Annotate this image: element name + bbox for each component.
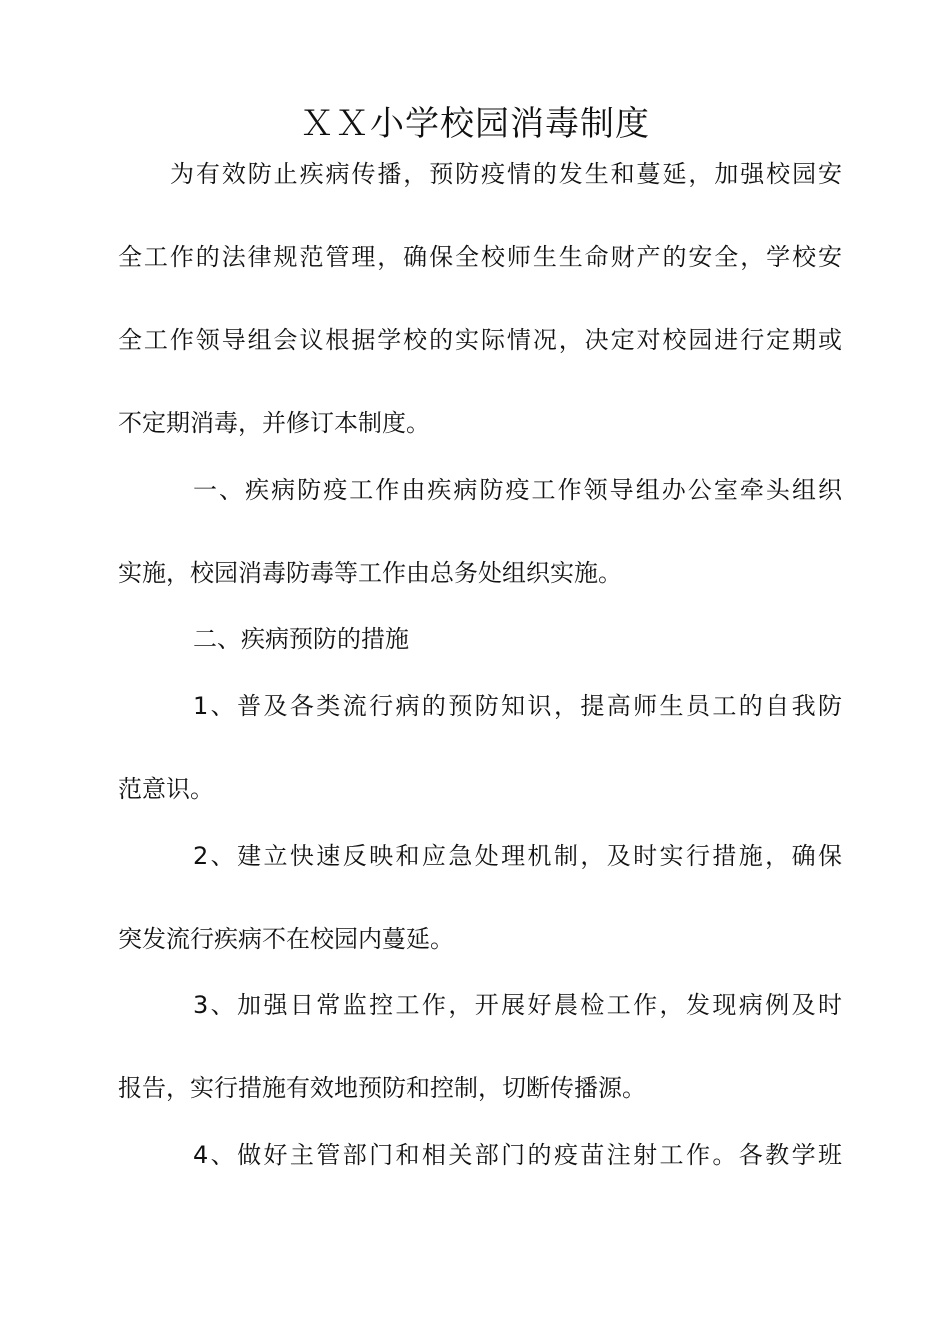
paragraph-line: 全工作领导组会议根据学校的实际情况，决定对校园进行定期或	[118, 326, 842, 354]
paragraph-line: 实施，校园消毒防毒等工作由总务处组织实施。	[118, 559, 622, 587]
paragraph-line: 报告，实行措施有效地预防和控制，切断传播源。	[118, 1074, 646, 1102]
paragraph-line: 一、疾病防疫工作由疾病防疫工作领导组办公室牵头组织	[193, 476, 842, 504]
paragraph-line: 为有效防止疾病传播，预防疫情的发生和蔓延，加强校园安	[170, 160, 842, 188]
paragraph-line: 范意识。	[118, 775, 214, 803]
paragraph-line: 2、建立快速反映和应急处理机制，及时实行措施，确保	[193, 842, 842, 870]
paragraph-line: 3、加强日常监控工作，开展好晨检工作，发现病例及时	[193, 991, 842, 1019]
paragraph-line: 1、普及各类流行病的预防知识，提高师生员工的自我防	[193, 692, 842, 720]
document-title: ＸＸ小学校园消毒制度	[300, 104, 650, 144]
paragraph-line: 不定期消毒，并修订本制度。	[118, 409, 430, 437]
paragraph-line: 4、做好主管部门和相关部门的疫苗注射工作。各教学班	[193, 1141, 842, 1169]
paragraph-line: 全工作的法律规范管理，确保全校师生生命财产的安全，学校安	[118, 243, 842, 271]
paragraph-line: 突发流行疾病不在校园内蔓延。	[118, 925, 454, 953]
section-heading: 二、疾病预防的措施	[193, 625, 409, 653]
